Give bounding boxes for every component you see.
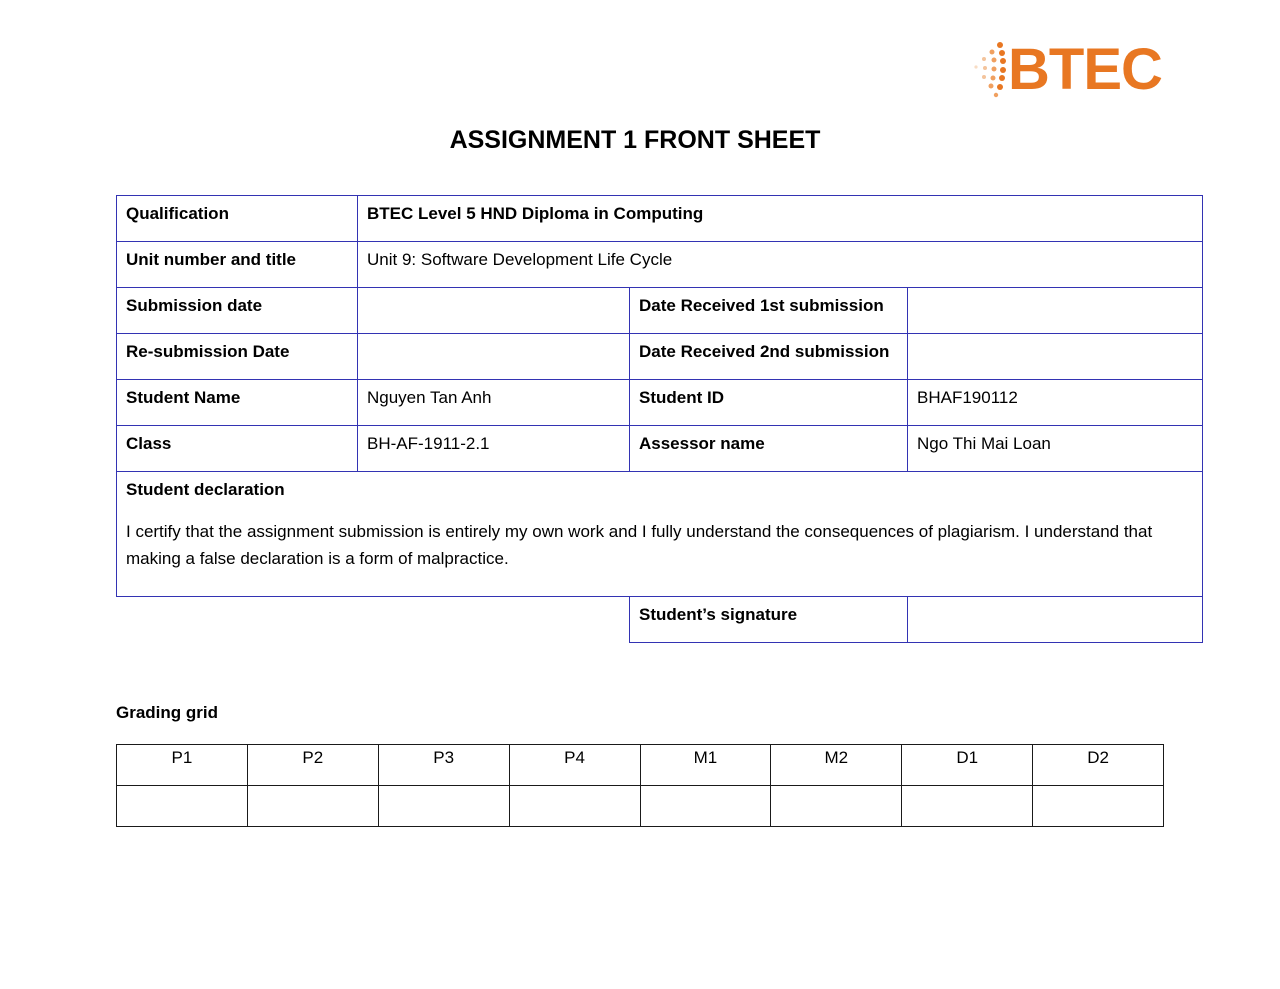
grade-cell-m1[interactable] [640, 786, 771, 827]
student-id-label: Student ID [630, 380, 908, 426]
submission-date-label: Submission date [117, 288, 358, 334]
signature-row [117, 597, 1203, 643]
grade-cell-d1[interactable] [902, 786, 1033, 827]
student-name-value[interactable]: Nguyen Tan Anh [358, 380, 630, 426]
class-row [117, 426, 1203, 472]
assessor-value[interactable]: Ngo Thi Mai Loan [908, 426, 1203, 472]
grading-grid [116, 744, 1164, 827]
qualification-label: Qualification [117, 196, 358, 242]
grade-cell-p2[interactable] [247, 786, 378, 827]
unit-label: Unit number and title [117, 242, 358, 288]
btec-logo [970, 37, 1170, 102]
grade-header-m1: M1 [640, 745, 771, 786]
resubmission-row [117, 334, 1203, 380]
student-name-label: Student Name [117, 380, 358, 426]
assessor-label: Assessor name [630, 426, 908, 472]
grading-header-row [117, 745, 1164, 786]
declaration-cell [117, 472, 1203, 597]
resubmission-date-label: Re-submission Date [117, 334, 358, 380]
grading-grid-label: Grading grid [116, 703, 218, 722]
student-id-value[interactable]: BHAF190112 [908, 380, 1203, 426]
grade-header-p4: P4 [509, 745, 640, 786]
class-label: Class [117, 426, 358, 472]
date-received-1-label: Date Received 1st submission [630, 288, 908, 334]
grade-header-m2: M2 [771, 745, 902, 786]
grade-header-p2: P2 [247, 745, 378, 786]
grade-header-d1: D1 [902, 745, 1033, 786]
resubmission-date-field[interactable] [358, 334, 630, 380]
grade-header-p3: P3 [378, 745, 509, 786]
grade-cell-d2[interactable] [1033, 786, 1164, 827]
submission-date-field[interactable] [358, 288, 630, 334]
date-received-2-label: Date Received 2nd submission [630, 334, 908, 380]
qualification-value: BTEC Level 5 HND Diploma in Computing [358, 196, 1203, 242]
grade-cell-p3[interactable] [378, 786, 509, 827]
class-value[interactable]: BH-AF-1911-2.1 [358, 426, 630, 472]
unit-value: Unit 9: Software Development Life Cycle [358, 242, 1203, 288]
grade-cell-p1[interactable] [117, 786, 248, 827]
declaration-heading: Student declaration [126, 480, 285, 499]
signature-spacer [117, 597, 630, 643]
grade-header-d2: D2 [1033, 745, 1164, 786]
signature-field[interactable] [908, 597, 1203, 643]
unit-row [117, 242, 1203, 288]
declaration-text: I certify that the assignment submission is entirely my own work and I fully understand the consequences of plagiarism. I understand that making a false declaration is a form of malpractice. [126, 522, 1153, 568]
grade-cell-p4[interactable] [509, 786, 640, 827]
student-row [117, 380, 1203, 426]
grade-header-p1: P1 [117, 745, 248, 786]
page-title: ASSIGNMENT 1 FRONT SHEET [449, 126, 821, 154]
grading-value-row [117, 786, 1164, 827]
grade-cell-m2[interactable] [771, 786, 902, 827]
submission-row [117, 288, 1203, 334]
date-received-2-field[interactable] [908, 334, 1203, 380]
logo-wordmark: BTEC [1008, 37, 1162, 102]
front-sheet-table [116, 195, 1203, 643]
qualification-row [117, 196, 1203, 242]
declaration-row [117, 472, 1203, 597]
date-received-1-field[interactable] [908, 288, 1203, 334]
signature-label: Student’s signature [630, 597, 908, 643]
